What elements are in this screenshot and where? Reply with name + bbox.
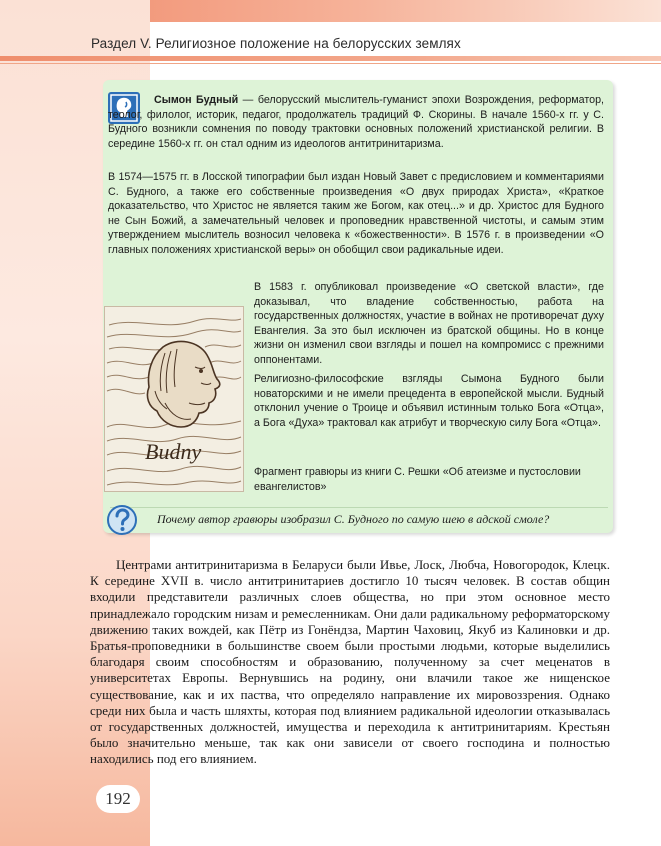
section-title: Раздел V. Религиозное положение на белорусских землях	[91, 36, 461, 51]
person-name: Сымон Будный	[154, 94, 239, 106]
page-number: 192	[96, 785, 140, 813]
main-paragraph: Центрами антитринитаризма в Беларуси были Ивье, Лоск, Любча, Новогородок, Клецк. К середине XVII в. число антитринитариев достигло 10 тысяч человек. В состав общин входили представители различных слоев общества, но при этом основное место принадлежало городским низам и ремесленникам. Они дали радикальному реформаторскому движению таких вождей, как Пётр из Гонёндза, Мартин Чаховиц, Якуб из Калиновки и др. Братья-проповедники в большинстве своем были простыми людьми, которые выделились благодаря своим способностям и образованию, полученному за счет меценатов в университетах Европы. Вернувшись на родину, они влачили такое же нищенское существование, как и их паства, что определяло направление их мировоззрения. Однако среди них была и часть шляхты, которая под влиянием радикальной идеологии отказывалась от государственных должностей, имущества и переходила к антитринитариям. Крестьян было значительно меньше, так как они зависели от своего господина и полностью находились под его влиянием.	[90, 557, 610, 767]
engraving-caption: Фрагмент гравюры из книги С. Решки «Об атеизме и пустословии евангелистов»	[254, 466, 581, 493]
bio-intro	[108, 93, 604, 151]
question-mark-icon	[106, 504, 138, 536]
budny-engraving	[104, 306, 244, 492]
bio-intro-text: — белорусский мыслитель-гуманист эпохи Возрождения, реформатор, теолог, филолог, историк, педагог, продолжатель традиций Ф. Скорины. В начале 1560-х гг. у С. Будного возникли сомнения по поводу трактовки основных положений христианской религии. В середине 1560-х гг. он стал одним из идеологов антитринитаризма.	[108, 94, 604, 150]
bio-paragraph-4: Религиозно-философские взгляды Сымона Будного были новаторскими и не имели прецедента в европейской мысли. Будный отклонил учение о Троице и объявил истинным только Бога «Отца», а Бога «Духа» трактовал как атрибут и творческую силу Бога «Отца».	[254, 373, 604, 429]
engraving-signature: Budny	[145, 439, 202, 464]
bio-paragraph-3: В 1583 г. опубликовал произведение «О светской власти», где доказывал, что владение собственностью, работа на государственных должностях, участие в войнах не противоречат духу Евангелия. За это был исключен из братской общины. Но в конце жизни он изменил свои взгляды и пошел на компромисс с прежними оппонентами.	[254, 281, 604, 366]
header-rule-thin	[0, 63, 661, 64]
question-text: Почему автор гравюры изобразил С. Будного по самую шею в адской смоле?	[157, 512, 550, 526]
bio-paragraph-2: В 1574—1575 гг. в Лосской типографии был издан Новый Завет с предисловием и комментариями С. Будного, а также его собственные произведения «О двух природах Христа», «Краткое доказательство, что Христос не является таким же Богом, как отец...» и др. Христос для Будного не Сын Божий, а замечательный человек и проповедник нравственной чистоты, и самым этим утверждением мыслитель возносил человека к «божественности». В 1576 г. в произведении «О главных положениях христианской веры» он обобщил свои радикальные идеи.	[108, 171, 604, 256]
header-rule	[0, 56, 661, 61]
question-divider	[110, 507, 608, 508]
